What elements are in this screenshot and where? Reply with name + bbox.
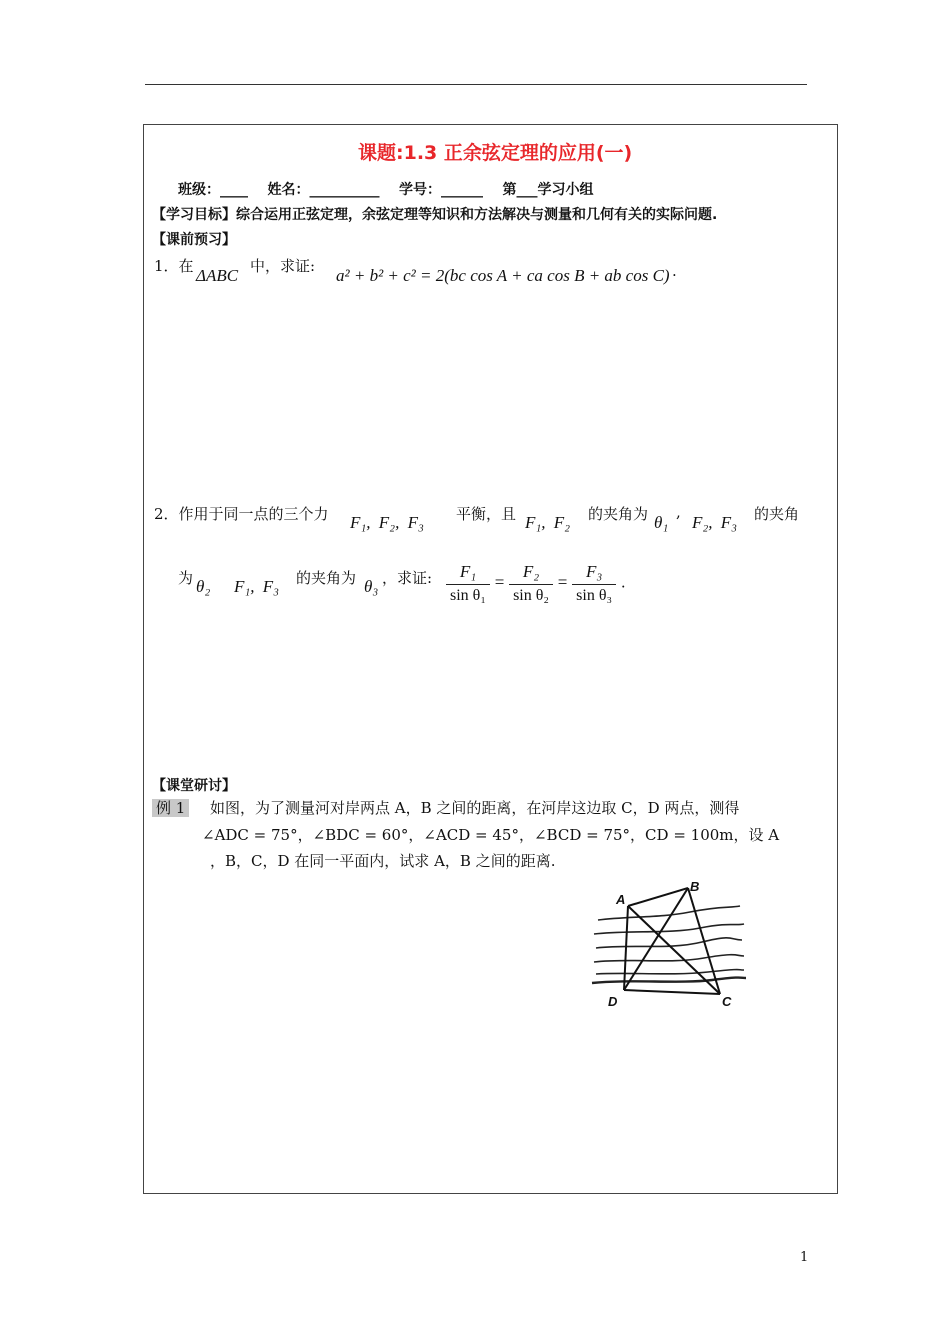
q2-comma: , (676, 503, 681, 521)
q1-end: . (672, 262, 677, 280)
q2-theta2: θ₂ (196, 577, 211, 596)
example-line1: 如图，为了测量河对岸两点 A，B 之间的距离，在河岸这边取 C，D 两点，测得 (210, 799, 740, 817)
q2-angle-text2: 的夹角 (754, 505, 800, 523)
q2-balance: 平衡，且 (456, 505, 517, 523)
q2-fraction-equation (446, 562, 626, 605)
classroom-label: 【课堂研讨】 (152, 778, 236, 794)
example-line3: ，B，C，D 在同一平面内，试求 A，B 之间的距离. (210, 852, 556, 870)
river-figure (590, 878, 750, 1010)
example-label: 例 1 (152, 799, 189, 817)
point-label-c: C (722, 994, 732, 1009)
fraction-2: $\frac{\text{F₂}}{\text{sin θ₂}}$ (509, 562, 553, 605)
equals-2: = (557, 572, 568, 592)
q2-angle-text3: 的夹角为 (296, 569, 357, 587)
q2-angle-text1: 的夹角为 (588, 505, 649, 523)
q2-pair2: F₂, F₃ (692, 513, 738, 532)
river-bank (592, 978, 746, 984)
q2-pair3: F₁, F₃ (234, 577, 280, 596)
example-label-wrap (152, 797, 189, 818)
segment-ad (624, 906, 628, 990)
point-label-d: D (608, 994, 618, 1009)
student-info-line: 班级：____ 姓名：__________ 学号：______ 第___学习小组 (178, 182, 594, 198)
q1-number: 1．在 (154, 257, 194, 275)
page-number: 1 (800, 1250, 809, 1265)
header-rule (145, 84, 807, 85)
q1-mid-text: 中，求证: (250, 257, 316, 275)
segment-dc (624, 990, 720, 994)
q2-forces: F₁, F₂, F₃ (350, 513, 424, 532)
q2-end: . (620, 573, 626, 592)
objective-label: 【学习目标】 (152, 207, 236, 223)
point-label-b: B (690, 879, 700, 894)
preview-label: 【课前预习】 (152, 232, 236, 248)
q2-pair1: F₁, F₂ (525, 513, 571, 532)
page-title: 课题:1.3 正余弦定理的应用(一) (358, 142, 633, 164)
q2-number: 2．作用于同一点的三个力 (154, 505, 329, 523)
q2-theta1: θ₁ (654, 513, 669, 532)
equals-1: = (494, 572, 505, 592)
fraction-3: $\frac{\text{F₃}}{\text{sin θ₃}}$ (572, 562, 616, 605)
point-label-a: A (616, 892, 626, 907)
q2-line2-start: 为 (178, 569, 194, 587)
objective-row (152, 204, 717, 224)
q1-formula: a² + b² + c² = 2(bc cos A + ca cos B + ab cos C) (336, 266, 670, 285)
q2-theta3: θ₃ (364, 577, 379, 596)
river-wave (596, 970, 744, 975)
river-wave (594, 924, 744, 934)
fraction-1: $\frac{\text{F₁}}{\text{sin θ₁}}$ (446, 562, 490, 605)
river-wave (594, 955, 744, 962)
example-line2: ∠ADC = 75°，∠BDC = 60°，∠ACD = 45°，∠BCD = 75°，CD = 100m，设 A (202, 826, 780, 844)
objective-text: 综合运用正弦定理，余弦定理等知识和方法解决与测量和几何有关的实际问题. (236, 207, 718, 223)
q1-triangle: ΔABC (196, 266, 239, 285)
q2-prove-text: ，求证: (382, 569, 433, 587)
